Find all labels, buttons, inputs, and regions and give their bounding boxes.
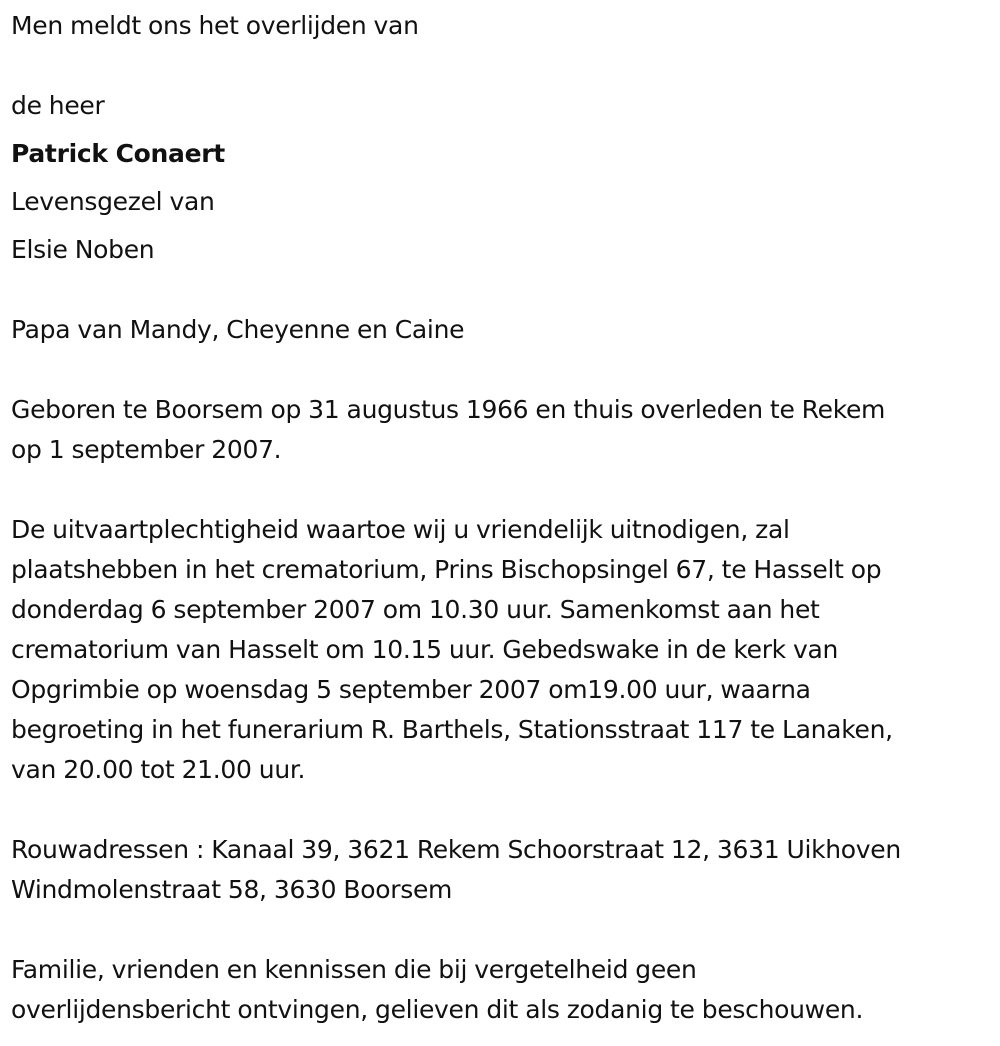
closing-line-1: Familie, vrienden en kennissen die bij vergetelheid geen <box>11 955 697 984</box>
birth-death-line-1: Geboren te Boorsem op 31 augustus 1966 en thuis overleden te Rekem <box>11 395 886 424</box>
addresses-line-1: Rouwadressen : Kanaal 39, 3621 Rekem Schoorstraat 12, 3631 Uikhoven <box>11 835 901 864</box>
partner-label: Levensgezel van <box>11 187 215 216</box>
ceremony-line-2: plaatshebben in het crematorium, Prins Bischopsingel 67, te Hasselt op <box>11 555 882 584</box>
deceased-name: Patrick Conaert <box>11 139 225 168</box>
ceremony-line-5: Opgrimbie op woensdag 5 september 2007 om19.00 uur, waarna <box>11 675 811 704</box>
intro-text: Men meldt ons het overlijden van <box>11 11 419 40</box>
addresses-line-2: Windmolenstraat 58, 3630 Boorsem <box>11 875 453 904</box>
closing-line-2: overlijdensbericht ontvingen, gelieven dit als zodanig te beschouwen. <box>11 995 864 1024</box>
birth-death-line-2: op 1 september 2007. <box>11 435 282 464</box>
children-text: Papa van Mandy, Cheyenne en Caine <box>11 315 465 344</box>
ceremony-line-3: donderdag 6 september 2007 om 10.30 uur. Samenkomst aan het <box>11 595 820 624</box>
partner-name: Elsie Noben <box>11 235 155 264</box>
ceremony-line-4: crematorium van Hasselt om 10.15 uur. Gebedswake in de kerk van <box>11 635 839 664</box>
honorific: de heer <box>11 91 105 120</box>
ceremony-line-7: van 20.00 tot 21.00 uur. <box>11 755 306 784</box>
ceremony-line-6: begroeting in het funerarium R. Barthels, Stationsstraat 117 te Lanaken, <box>11 715 893 744</box>
ceremony-line-1: De uitvaartplechtigheid waartoe wij u vriendelijk uitnodigen, zal <box>11 515 790 544</box>
